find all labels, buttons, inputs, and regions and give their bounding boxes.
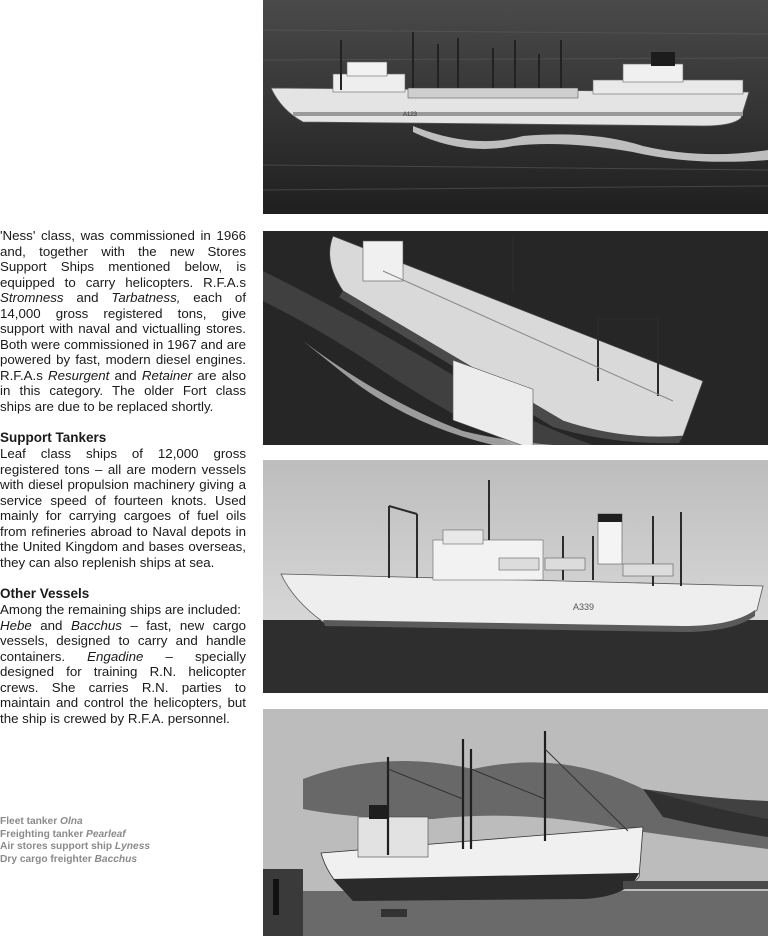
caption-1: Fleet tanker Olna	[0, 816, 83, 827]
section-heading-support-tankers: Support Tankers	[0, 430, 107, 445]
photo-captions	[0, 816, 250, 866]
other-vessels-lead: Among the remaining ships are included:	[0, 602, 241, 617]
other-text-3: – specially designed for training R.N. helicopter crews. She carries R.N. parties to maintain and control the helicopters, but the ship is crewed by R.F.A. personnel.	[0, 648, 246, 726]
ship-name-resurgent: Resurgent	[48, 367, 110, 383]
caption-3: Air stores support ship Lyness	[0, 841, 151, 852]
support-tankers-paragraph: Leaf class ships of 12,000 gross registered tons – all are modern vessels with diesel propulsion machinery giving a service speed of fourteen knots. Used mainly for carrying cargoes of fuel oils from refineries abroad to Naval depots in the United Kingdom and bases overseas, they can also replenish ships at sea.	[0, 446, 246, 570]
caption-2: Freighting tanker Pearleaf	[0, 828, 126, 840]
ship-name-engadine: Engadine	[87, 648, 144, 664]
intro-paragraph	[0, 228, 246, 414]
photo-dry-cargo-freighter-image	[263, 709, 768, 936]
ship-name-hebe: Hebe	[0, 617, 32, 633]
other-text-1: and	[31, 617, 71, 633]
photo-freighting-tanker-image	[263, 231, 768, 445]
other-vessels-list	[0, 618, 246, 727]
ship-name-bacchus: Bacchus	[70, 617, 122, 633]
intro-text-5: are also in this category. The older Fort class ships are due to be replaced shortly.	[0, 367, 247, 414]
ship-name-tarbatness: Tarbatness,	[111, 290, 181, 305]
other-vessels-paragraph	[0, 602, 246, 726]
intro-text-1: 'Ness' class, was commissioned in 1966 and, together with the new Stores Support Ships mentioned below, is equipped to carry helicopters. R.F.A.s	[0, 228, 246, 290]
article-text-column	[0, 228, 246, 726]
ship-name-stromness: Stromness	[0, 290, 64, 305]
photo-freighting-tanker	[263, 231, 768, 445]
photo-air-stores-ship	[263, 460, 768, 693]
ship-name-retainer: Retainer	[141, 367, 193, 383]
other-text-2: – fast, new cargo vessels, designed to carry and handle containers.	[0, 617, 246, 664]
caption-4: Dry cargo freighter Bacchus	[0, 853, 138, 865]
photo-fleet-tanker-image	[263, 0, 768, 214]
lyness-hull-number: A339	[573, 602, 595, 612]
intro-text-2: and	[63, 290, 112, 305]
intro-text-3: each of 14,000 gross registered tons, give support with naval and victualling stores. Both were commissioned in 1967 and are powered by fast, modern diesel engines. R.F.A.s	[0, 290, 247, 383]
olna-hull-number: A123	[403, 112, 418, 118]
photo-dry-cargo-freighter	[263, 709, 768, 936]
intro-text-4: and	[109, 367, 142, 383]
photo-fleet-tanker	[263, 0, 768, 214]
section-heading-other-vessels: Other Vessels	[0, 586, 90, 601]
photo-air-stores-ship-image	[263, 460, 768, 693]
